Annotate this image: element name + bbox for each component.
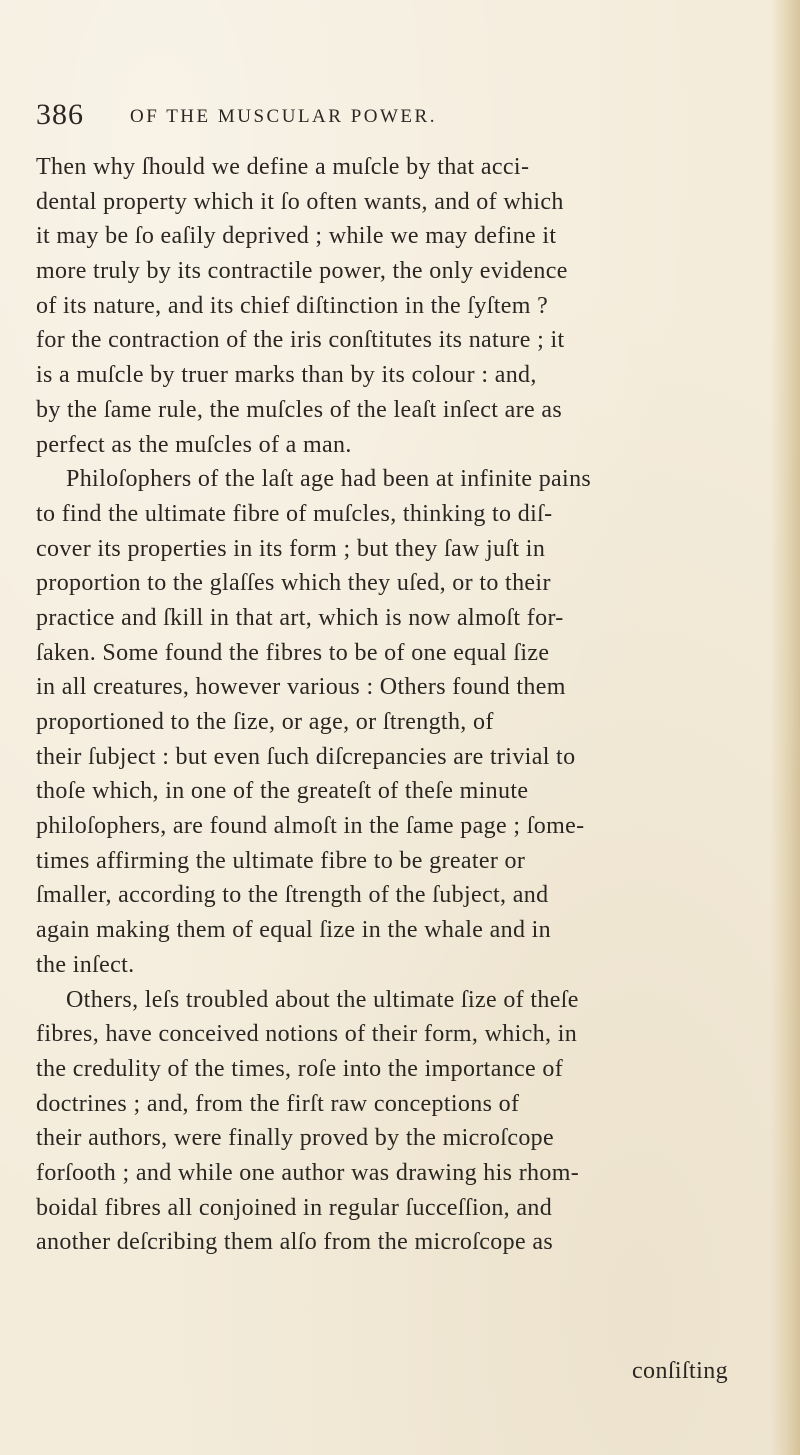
running-head [36,98,776,138]
text-line: their authors, were finally proved by the microſcope [36,1125,555,1152]
text-line: ſaken. Some found the fibres to be of one equal ſize [36,639,550,666]
text-line: boidal fibres all conjoined in regular ſucceſſion, and [36,1194,553,1221]
text-line: proportioned to the ſize, or age, or ſtrength, of [36,709,494,735]
page-edge-shading [770,0,800,1455]
text-line: times affirming the ultimate fibre to be greater or [36,847,526,874]
text-line: fibres, have conceived notions of their form, which, in [36,1021,578,1048]
text-line: practice and ſkill in that art, which is now almoſt for- [36,604,564,631]
running-title: OF THE MUSCULAR POWER. [130,106,437,127]
text-line: Others, leſs troubled about the ultimate ſize of theſe [66,986,579,1013]
text-line: by the ſame rule, the muſcles of the leaſt inſect are as [36,396,563,423]
text-line: proportion to the glaſſes which they uſed, or to their [36,570,551,597]
text-line: doctrines ; and, from the firſt raw conceptions of [36,1090,520,1117]
text-line: Philoſophers of the laſt age had been at infinite pains [66,466,592,493]
text-line: philoſophers, are found almoſt in the ſame page ; ſome- [36,813,585,840]
text-line: again making them of equal ſize in the whale and in [36,917,552,944]
text-line: Then why ſhould we define a muſcle by that acci- [36,154,530,180]
text-line: to find the ultimate fibre of muſcles, thinking to diſ- [36,500,553,527]
page-number: 386 [36,98,84,131]
text-line: more truly by its contractile power, the only evidence [36,258,568,285]
body-text [36,150,766,1260]
text-line: perfect as the muſcles of a man. [36,431,352,458]
text-line: forſooth ; and while one author was drawing his rhom- [36,1159,580,1186]
text-line: it may be ſo eaſily deprived ; while we may define it [36,223,557,250]
text-line: dental property which it ſo often wants, and of which [36,188,564,215]
text-line: is a muſcle by truer marks than by its colour : and, [36,362,537,389]
text-line: thoſe which, in one of the greateſt of theſe minute [36,778,529,805]
text-line: ſmaller, according to the ſtrength of the ſubject, and [36,882,549,909]
text-line: their ſubject : but even ſuch diſcrepancies are trivial to [36,743,576,770]
text-line: for the contraction of the iris conſtitutes its nature ; it [36,327,565,354]
text-line: of its nature, and its chief diſtinction in the ſyſtem ? [36,292,549,319]
text-line: the inſect. [36,951,135,978]
catchword: conſiſting [632,1358,728,1384]
text-line: the credulity of the times, roſe into the importance of [36,1055,564,1082]
text-line: cover its properties in its form ; but they ſaw juſt in [36,535,546,562]
text-line: in all creatures, however various : Others found them [36,674,566,701]
text-line: another deſcribing them alſo from the microſcope as [36,1229,554,1256]
